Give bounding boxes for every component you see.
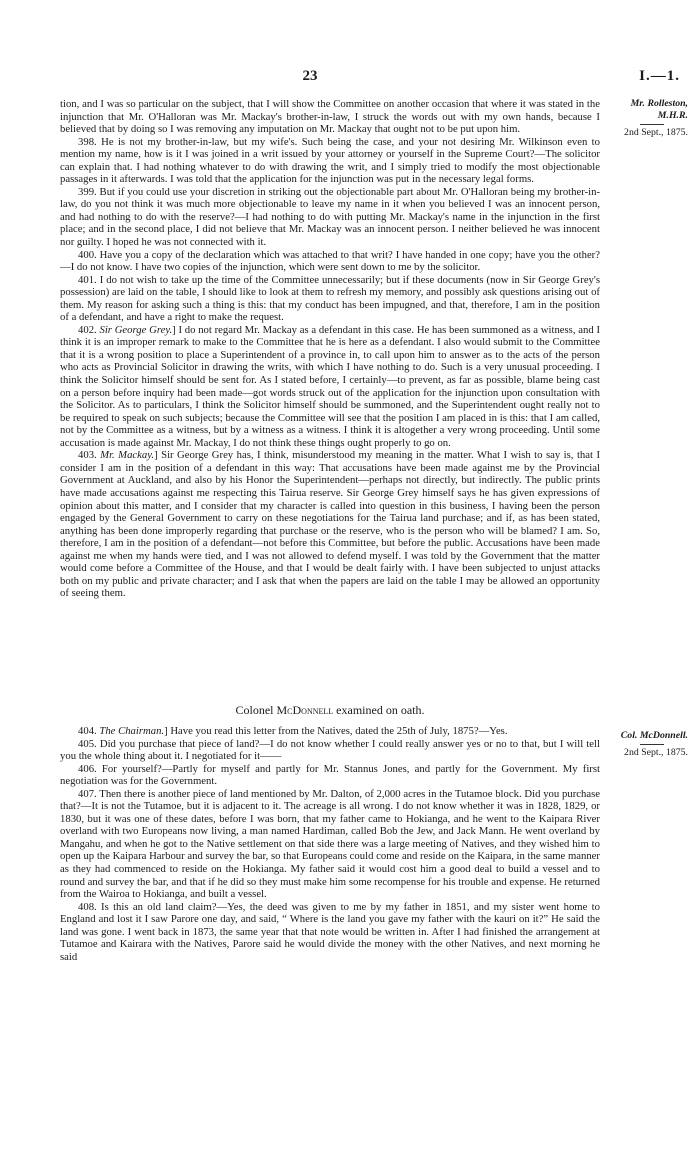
question-number: 404. (78, 725, 97, 737)
margin-date: 2nd Sept., 1875. (624, 127, 688, 138)
speaker-name: The Chairman. (99, 725, 165, 737)
heading-witness-name: McDonnell (276, 703, 334, 717)
margin-divider (640, 124, 664, 125)
heading-suffix: examined on oath. (333, 703, 425, 717)
paragraph-402 (60, 324, 600, 449)
paragraph-text: ] Sir George Grey has, I think, misunderstood my meaning in the matter. What I wish to say is, that I consider I am in the position of a defendant in this way: That accusations have been made against me by the Provincial Government at Auckland, and also by his Honor the Superintendent—perhaps not directly, but indirectly. The public prints have made accusations against me respecting this Tairua reserve. Sir George Grey himself says he has given expressions of opinion about this matter, and I consider that my character is called into question in this business, I having been the person engaged by the General Government to carry on these negotiations for the Tairua land purchase; and if, as has been stated, anything has been done improperly regarding that purchase or the reserve, who is the person who will be blamed? I am. So, therefore, I am in the position of a defendant—not before this Committee, but before the public. Accusations have been made against me when my hands were tied, and I was not allowed to defend myself. I was told by the Government that the matter would come before a Committee of the House, and that I would be dealt fairly with. I have been subjected to unjust attacks both on my public and private character; and I ask that when the papers are laid on the table I may be allowed an opportunity of seeing them. (60, 449, 601, 600)
margin-note-witness-1 (606, 98, 688, 139)
page-number: 23 (302, 68, 318, 84)
speaker-name: Sir George Grey. (99, 323, 173, 336)
speaker-name: Mr. Mackay. (100, 449, 155, 462)
evidence-section-2 (60, 725, 600, 963)
margin-witness-name: Col. McDonnell. (620, 730, 688, 741)
paragraph-text: ] I do not regard Mr. Mackay as a defendant in this case. He has been summoned as a witness, and I think it is an improper remark to make to the Committee that he is here as a defendant. I also would submit to the Committee that it is a wrong position to place a Superintendent of a province in, to call upon him to answer as to the acts of the person who acts as Provincial Solicitor in drawing the writs, with which I have nothing to do. Such is a very unusual proceeding. I think the Solicitor himself should be sent for. As I stated before, I certainly—to prevent, as far as possible, blame being cast on a person before inquiry had been made—got words struck out of the application for the injunction upon consultation with the Solicitor. As to particulars, I think the Solicitor himself should be summoned, and the Superintendent ought really not to be required to speak on such subjects; because the Committee will see that the position I am placed in is this: that I am called, not by the Committee as a witness, but by a witness as a witness. I think it is altogether a very wrong proceeding. Until some accusation is made against Mr. Mackay, I do not think these things ought properly to go on. (60, 323, 601, 449)
paragraph-text: ] Have you read this letter from the Natives, dated the 25th of July, 1875?—Yes. (164, 725, 508, 737)
paragraph-398: 398. He is not my brother-in-law, but my wife's. Such being the case, and your not desiring Mr. Wilkinson even to mention my name, how is it I was joined in a writ issued by your attorney or yourself in the Supreme Court?—The solicitor can explain that. I had nothing whatever to do with drawing the writ, and I simply tried to modify the most objectionable passages in it afterwards. I was told that the application for the injunction was put in the necessary legal forms. (60, 135, 600, 186)
margin-divider (640, 744, 664, 745)
page-reference: I.—1. (639, 68, 680, 84)
paragraph-400: 400. Have you a copy of the declaration which was attached to that writ? I have handed in one copy; have you the other?—I do not know. I have two copies of the injunction, which were sent down to me by the solicitor. (60, 248, 600, 274)
witness-heading (60, 703, 600, 718)
margin-note-witness-2 (606, 730, 688, 759)
paragraph-407: 407. Then there is another piece of land mentioned by Mr. Dalton, of 2,000 acres in the Tutamoe block. Did you purchase that?—It is not the Tutamoe, but it is adjacent to it. The acreage is all wrong. I do not know whether it was in 1828, 1829, or 1830, but it was one of these dates, before I was born, that my father came to Hokianga, and he went to the Kaipara River overland with two Europeans now living, a man named Hardiman, called Bob the Jew, and Jack Mann. He went overland by Mangahu, and when he got to the Native settlement on that side there was a large meeting of Natives, and they wished him to open up the Kaipara Harbour and survey the bar, so that Europeans could come and reside on the Kaipara, in the same manner as they had commenced to reside on the Hokianga. My father said it would cost him a good deal to build a vessel and to round and survey the bar, and that if he did so they must make him some recompense for his trouble and expense. He returned from the Wairoa to Hokianga, and built a vessel. (60, 787, 600, 901)
margin-date: 2nd Sept., 1875. (624, 747, 688, 758)
paragraph-continuation: tion, and I was so particular on the subject, that I will show the Committee on another occasion that where it was stated in the injunction that Mr. O'Halloran was Mr. Mackay's brother-in-law, I struck the words out with my own hands, because I believed that by doing so I was removing any imputation on Mr. Mackay that ought not to be put upon him. (60, 98, 600, 136)
paragraph-399: 399. But if you could use your discretion in striking out the objectionable part about Mr. O'Halloran being my brother-in-law, do you not think it was much more objectionable to leave my name in it when you believed I was an innocent person, and had nothing to do with the reserve?—I had nothing to do with putting Mr. Mackay's name in the injunction in the first place; and in the second place, I did not believe that Mr. Mackay was an innocent person. I neither believed he was innocent nor guilty. I hoped he was not connected with it. (60, 185, 600, 249)
paragraph-406: 406. For yourself?—Partly for myself and partly for Mr. Stannus Jones, and partly for the Government. My first negotiation was for the Government. (60, 762, 600, 788)
paragraph-408: 408. Is this an old land claim?—Yes, the deed was given to me by my father in 1851, and my sister went home to England and lost it I saw Parore one day, and said, “ Where is the land you gave my father with the kauri on it?” He said the land was gone. I went back in 1873, the same year that that note would be written in. After I had finished the arrangement at Tutamoe and Kairara with the Natives, Parore said he would divide the money with the other Natives, and next morning he said (60, 900, 600, 963)
question-number: 403. (78, 449, 97, 462)
heading-prefix: Colonel (235, 703, 277, 717)
paragraph-404 (60, 725, 600, 738)
margin-witness-title: M.H.R. (657, 110, 688, 121)
question-number: 402. (78, 323, 97, 336)
evidence-section-1 (60, 98, 600, 600)
paragraph-405: 405. Did you purchase that piece of land?—I do not know whether I could really answer yes or no to that, but I will tell you the whole thing about it. I negotiated for it—— (60, 737, 600, 763)
margin-witness-name: Mr. Rolleston, (630, 98, 688, 109)
paragraph-403 (60, 449, 600, 600)
paragraph-401: 401. I do not wish to take up the time of the Committee unnecessarily; but if these documents (now in Sir George Grey's possession) are laid on the table, I should like to look at them to refresh my memory, and possibly ask questions arising out of them. My reason for asking such a thing is this: that my conduct has been impugned, and that, therefore, I am in the position of a defendant, and have a right to make the request. (60, 273, 600, 324)
